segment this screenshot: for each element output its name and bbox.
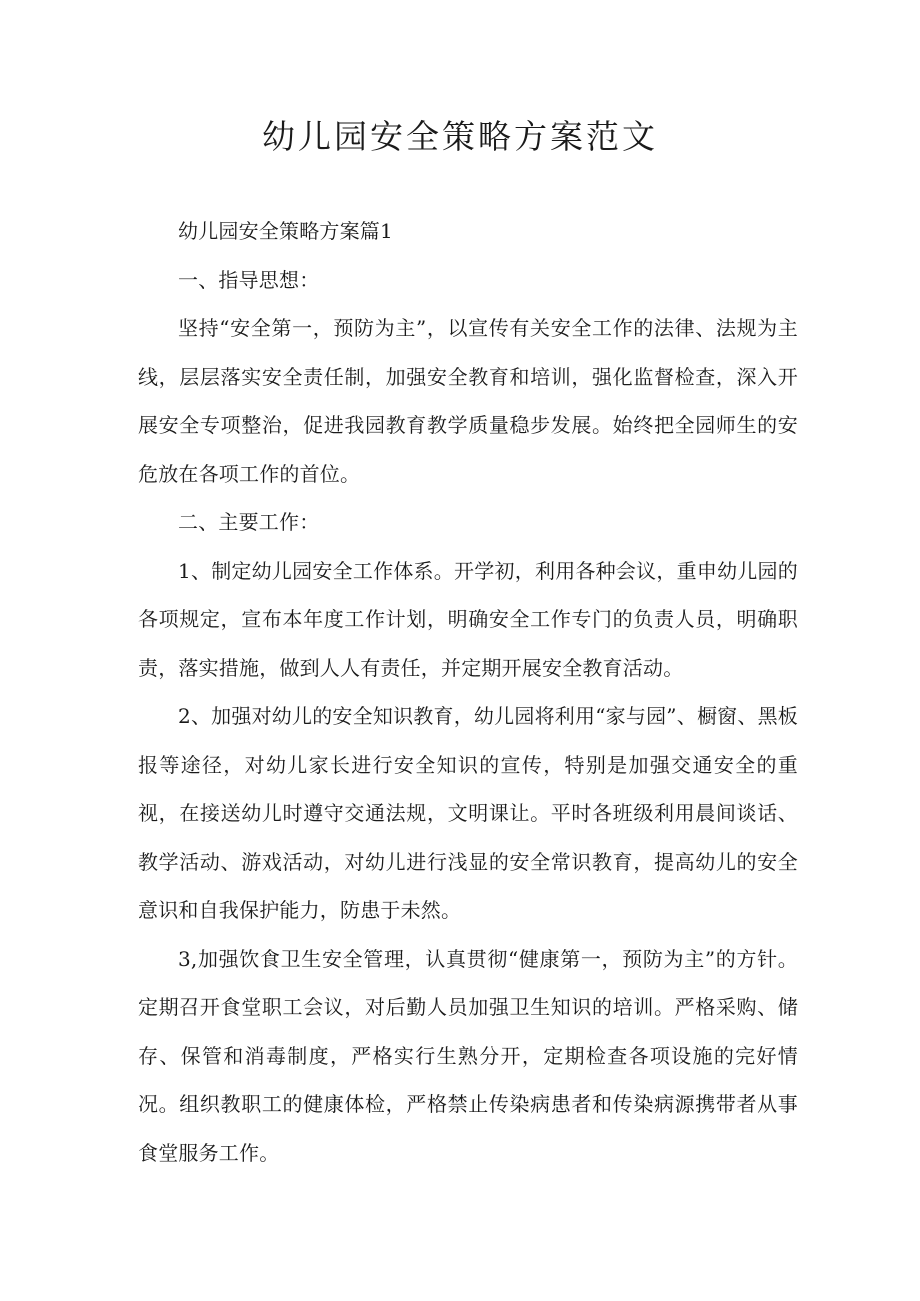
- body-paragraph: 1、制定幼儿园安全工作体系。开学初，利用各种会议，重申幼儿园的各项规定，宣布本年度工作计划，明确安全工作专门的负责人员，明确职责，落实措施，做到人人有责任，并定期开展安全教育活动。: [138, 558, 798, 680]
- document-body: [138, 207, 798, 1177]
- section-heading: 二、主要工作：: [178, 510, 320, 534]
- section-heading: 一、指导思想：: [178, 267, 320, 292]
- body-paragraph: 2、加强对幼儿的安全知识教育，幼儿园将利用“家与园”、橱窗、黑板报等途径，对幼儿家长进行安全知识的宣传，特别是加强交通安全的重视，在接送幼儿时遵守交通法规，文明课让。平时各班级利用晨间谈话、教学活动、游戏活动，对幼儿进行浅显的安全常识教育，提高幼儿的安全意识和自我保护能力，防患于未然。: [138, 704, 798, 922]
- body-paragraph: 坚持“安全第一，预防为主”，以宣传有关安全工作的法律、法规为主线，层层落实安全责任制，加强安全教育和培训，强化监督检查，深入开展安全专项整治，促进我园教育教学质量稳步发展。始终把全园师生的安危放在各项工作的首位。: [138, 316, 798, 486]
- document-title: 幼儿园安全策略方案范文: [262, 117, 658, 156]
- section-heading: 幼儿园安全策略方案篇1: [178, 219, 393, 243]
- body-paragraph: 3,加强饮食卫生安全管理，认真贯彻“健康第一，预防为主”的方针。定期召开食堂职工会议，对后勤人员加强卫生知识的培训。严格采购、储存、保管和消毒制度，严格实行生熟分开，定期检查各项设施的完好情况。组织教职工的健康体检，严格禁止传染病患者和传染病源携带者从事食堂服务工作。: [138, 946, 798, 1165]
